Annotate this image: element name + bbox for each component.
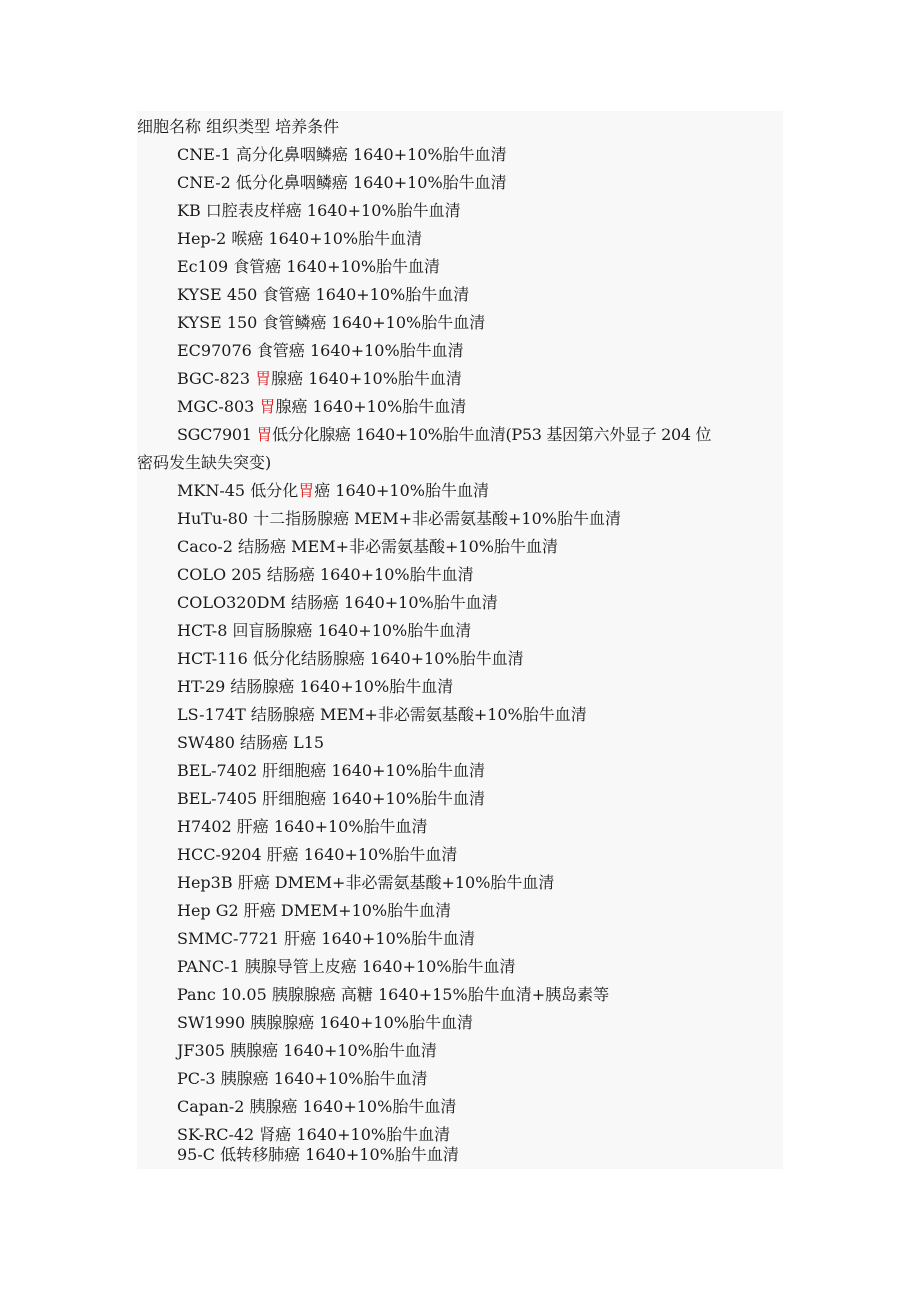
table-row: SW480 结肠癌 L15: [177, 733, 325, 752]
row-text: SGC7901: [177, 425, 257, 444]
table-row: KYSE 150 食管鳞癌 1640+10%胎牛血清: [177, 313, 486, 332]
table-row: Ec109 食管癌 1640+10%胎牛血清: [177, 257, 441, 276]
table-row: Caco-2 结肠癌 MEM+非必需氨基酸+10%胎牛血清: [177, 537, 558, 556]
table-row: SW1990 胰腺腺癌 1640+10%胎牛血清: [177, 1013, 473, 1032]
table-row: Panc 10.05 胰腺腺癌 高糖 1640+15%胎牛血清+胰岛素等: [177, 985, 610, 1004]
table-row: PC-3 胰腺癌 1640+10%胎牛血清: [177, 1069, 428, 1088]
table-row: KYSE 450 食管癌 1640+10%胎牛血清: [177, 285, 470, 304]
table-row: [137, 421, 783, 449]
table-row: HCT-116 低分化结肠腺癌 1640+10%胎牛血清: [177, 649, 524, 668]
table-row: HCT-8 回盲肠腺癌 1640+10%胎牛血清: [177, 621, 472, 640]
row-text: 低分化腺癌 1640+10%胎牛血清(P53 基因第六外显子 204 位: [272, 425, 712, 444]
row-text: MGC-803: [177, 397, 260, 416]
table-row: SK-RC-42 肾癌 1640+10%胎牛血清: [177, 1125, 451, 1144]
table-row: Hep3B 肝癌 DMEM+非必需氨基酸+10%胎牛血清: [177, 873, 555, 892]
table-row: HT-29 结肠腺癌 1640+10%胎牛血清: [177, 677, 454, 696]
table-row: KB 口腔表皮样癌 1640+10%胎牛血清: [177, 201, 461, 220]
table-row: HCC-9204 肝癌 1640+10%胎牛血清: [177, 845, 458, 864]
table-row: Hep-2 喉癌 1640+10%胎牛血清: [177, 229, 423, 248]
table-row: Capan-2 胰腺癌 1640+10%胎牛血清: [177, 1097, 457, 1116]
table-row: [137, 393, 783, 421]
table-row: [137, 365, 783, 393]
table-row: 95-C 低转移肺癌 1640+10%胎牛血清: [177, 1145, 459, 1164]
row-text: 腺癌 1640+10%胎牛血清: [271, 369, 462, 388]
table-row: [137, 477, 783, 505]
table-row: HuTu-80 十二指肠腺癌 MEM+非必需氨基酸+10%胎牛血清: [177, 509, 621, 528]
table-row: COLO 205 结肠癌 1640+10%胎牛血清: [177, 565, 474, 584]
row-text: MKN-45 低分化: [177, 481, 299, 500]
row-text: 腺癌 1640+10%胎牛血清: [275, 397, 467, 416]
highlight-text: 胃: [255, 369, 272, 388]
table-row: CNE-1 高分化鼻咽鳞癌 1640+10%胎牛血清: [177, 145, 507, 164]
highlight-text: 胃: [259, 397, 276, 416]
table-row: H7402 肝癌 1640+10%胎牛血清: [177, 817, 428, 836]
table-row: SMMC-7721 肝癌 1640+10%胎牛血清: [177, 929, 475, 948]
table-row-continuation: 密码发生缺失突变): [137, 453, 272, 472]
table-header: 细胞名称 组织类型 培养条件: [137, 117, 340, 136]
row-text: 癌 1640+10%胎牛血清: [314, 481, 489, 500]
table-row: LS-174T 结肠腺癌 MEM+非必需氨基酸+10%胎牛血清: [177, 705, 587, 724]
row-text: BGC-823: [177, 369, 256, 388]
table-row: Hep G2 肝癌 DMEM+10%胎牛血清: [177, 901, 452, 920]
table-row: COLO320DM 结肠癌 1640+10%胎牛血清: [177, 593, 498, 612]
table-row: CNE-2 低分化鼻咽鳞癌 1640+10%胎牛血清: [177, 173, 507, 192]
table-row: JF305 胰腺癌 1640+10%胎牛血清: [177, 1041, 437, 1060]
cell-line-table-block: [137, 111, 783, 1169]
highlight-text: 胃: [298, 481, 315, 500]
table-row: PANC-1 胰腺导管上皮癌 1640+10%胎牛血清: [177, 957, 516, 976]
table-row: BEL-7402 肝细胞癌 1640+10%胎牛血清: [177, 761, 486, 780]
highlight-text: 胃: [256, 425, 273, 444]
table-row: BEL-7405 肝细胞癌 1640+10%胎牛血清: [177, 789, 486, 808]
table-row: EC97076 食管癌 1640+10%胎牛血清: [177, 341, 464, 360]
